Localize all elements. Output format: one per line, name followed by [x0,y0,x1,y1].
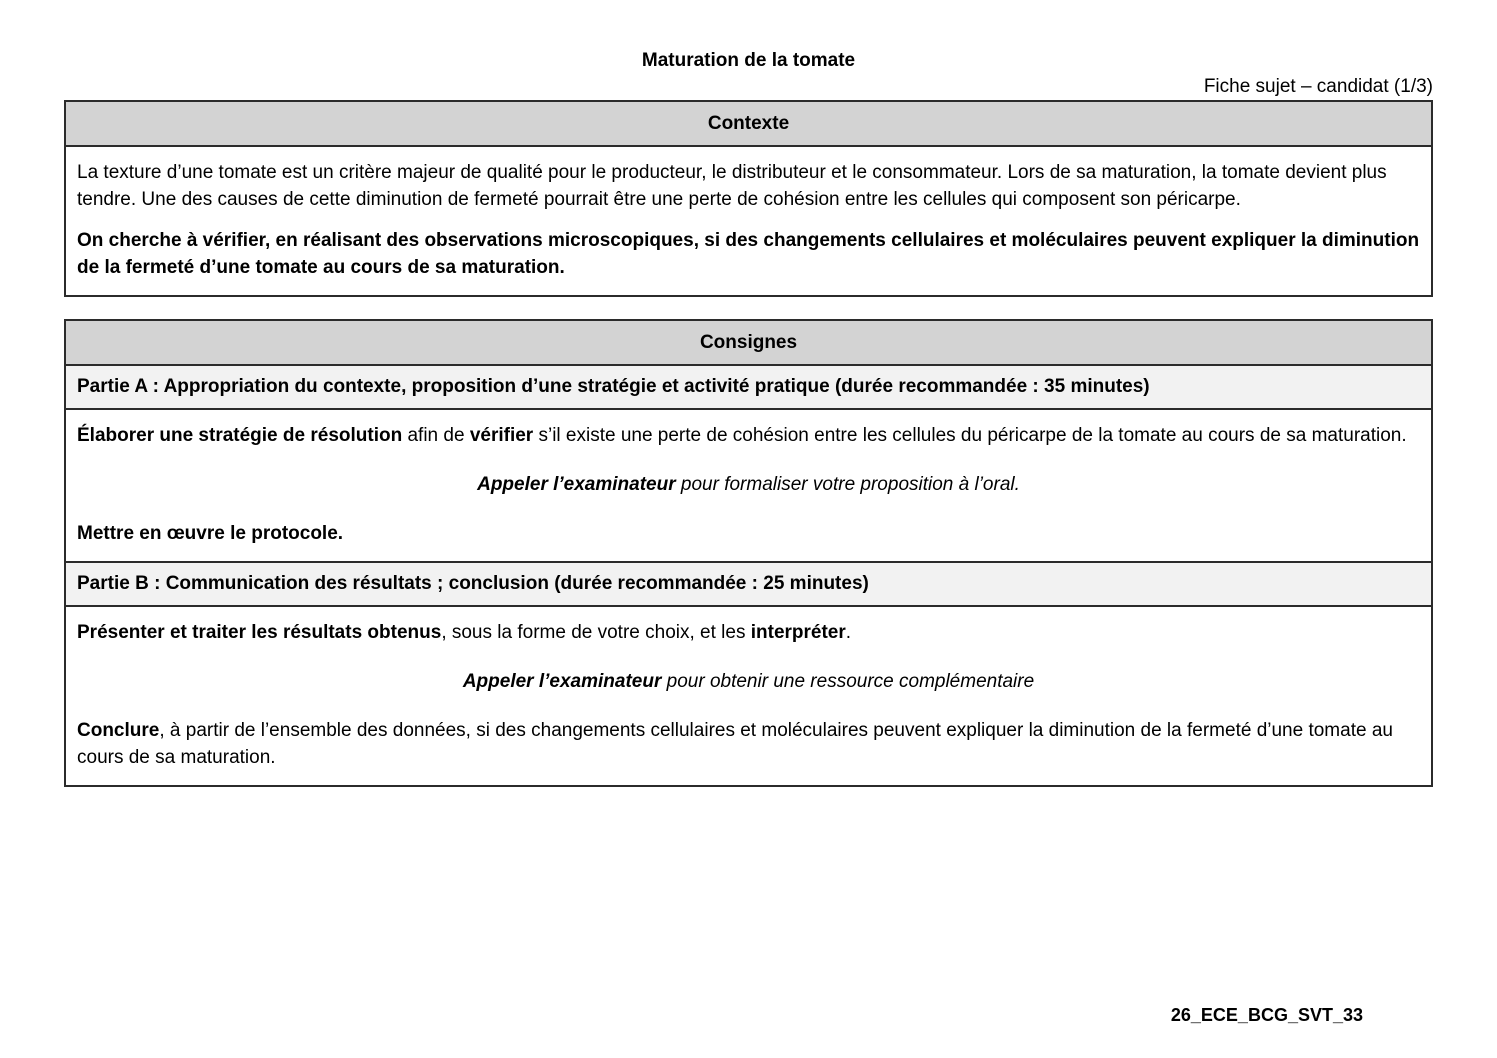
page-title: Maturation de la tomate [641,50,856,71]
strategy-bold-lead: Élaborer une stratégie de résolution [77,425,403,446]
partie-b-body [66,607,1431,785]
examiner-call-a [77,471,1420,498]
conclude-paragraph [77,717,1420,771]
examiner-call-a-bold: Appeler l’examinateur [477,474,676,495]
consignes-header-label: Consignes [699,331,798,353]
examiner-call-b-bold: Appeler l’examinateur [462,671,662,692]
partie-b-title: Partie B : Communication des résultats ; conclusion (durée recommandée : 25 minutes) [77,573,869,594]
partie-b-title-row [66,563,1431,607]
strategy-normal-1: afin de [402,425,470,446]
present-normal-1: , sous la forme de votre choix, et les [441,622,751,643]
page-subtitle: Fiche sujet – candidat (1/3) [1203,76,1433,97]
contexte-header-label: Contexte [707,112,790,134]
strategy-bold-verify: vérifier [469,425,534,446]
partie-a-title: Partie A : Appropriation du contexte, proposition d’une stratégie et activité pratique (durée recommandée : 35 minutes) [77,376,1150,397]
consignes-header [66,321,1431,366]
contexte-paragraph-1: La texture d’une tomate est un critère majeur de qualité pour le producteur, le distributeur et le consommateur. Lors de sa maturation, la tomate devient plus tendre. Une des causes de cette diminution de fermeté pourrait être une perte de cohésion entre les cellules qui composent son péricarpe. [77,162,1387,210]
examiner-call-a-rest: pour formaliser votre proposition à l’oral. [675,474,1020,495]
partie-a-title-row [66,366,1431,410]
present-normal-2: . [845,622,852,643]
conclude-bold-lead: Conclure [77,720,160,741]
contexte-paragraph-2: On cherche à vérifier, en réalisant des observations microscopiques, si des changements cellulaires et moléculaires peuvent expliquer la diminution de la fermeté d’une tomate au cours de sa maturation. [77,230,1420,278]
protocol-paragraph: Mettre en œuvre le protocole. [77,523,344,544]
consignes-table [64,319,1433,787]
present-bold-lead: Présenter et traiter les résultats obtenus [77,622,442,643]
contexte-header [66,102,1431,147]
conclude-normal: , à partir de l’ensemble des données, si des changements cellulaires et moléculaires peuvent expliquer la diminution de la fermeté d’une tomate au cours de sa maturation. [77,720,1393,768]
present-paragraph [77,619,1420,646]
examiner-call-b [77,668,1420,695]
strategy-paragraph [77,422,1420,449]
examiner-call-b-rest: pour obtenir une ressource complémentaire [661,671,1035,692]
strategy-normal-2: s’il existe une perte de cohésion entre les cellules du péricarpe de la tomate au cours de sa maturation. [533,425,1407,446]
contexte-table [64,100,1433,297]
document-reference: 26_ECE_BCG_SVT_33 [1170,1005,1363,1025]
partie-a-body [66,410,1431,563]
contexte-body [66,147,1431,295]
present-bold-interpret: interpréter [750,622,846,643]
